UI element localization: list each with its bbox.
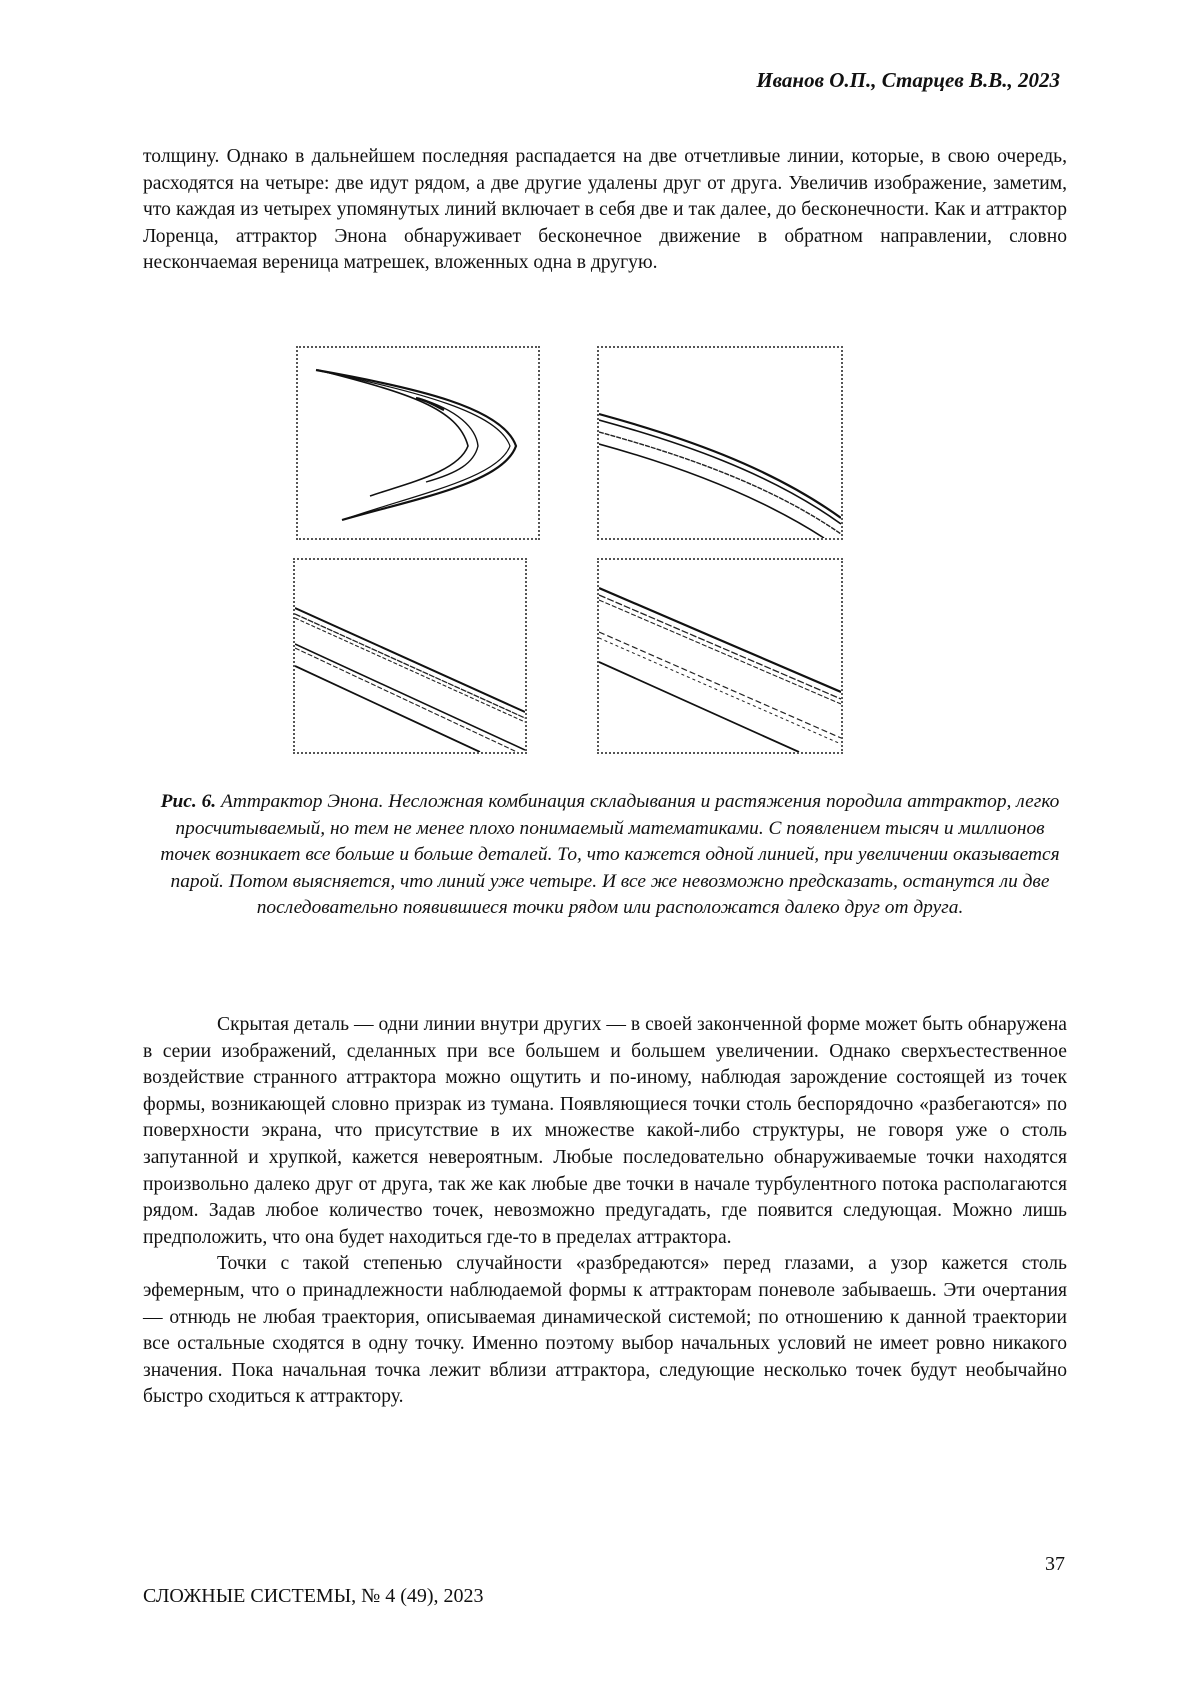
figure-caption (160, 789, 1060, 922)
attractor-line (599, 632, 841, 738)
attractor-line (295, 618, 525, 722)
body-text-top (143, 144, 1067, 277)
figure-henon-attractor (288, 342, 848, 756)
henon-full-plot (298, 348, 538, 538)
paragraph: Скрытая деталь — одни линии внутри других — в своей законченной форме может быть обнаружена в серии изображений, сделанных при все большем и большем увеличении. Однако сверхъестественное воздействие странного аттрактора можно ощутить и по-иному, наблюдая зарождение состоящей из точек формы, возникающей словно призрак из тумана. Появляющиеся точки столь беспорядочно «разбегаются» по поверхности экрана, что присутствие в их множестве какой-либо структуры, не говоря уже о столь запутанной и хрупкой, кажется невероятным. Любые последовательно обнаруживаемые точки находятся произвольно далеко друг от друга, так же как любые две точки в начале турбулентного потока располагаются рядом. Задав любое количество точек, невозможно предугадать, где появится следующая. Можно лишь предположить, что она будет находиться где-то в пределах аттрактора. (143, 1014, 1067, 1248)
figure-label: Рис. 6. (160, 791, 217, 812)
attractor-line (599, 432, 841, 534)
figure-panel-full (296, 346, 540, 540)
journal-footer: СЛОЖНЫЕ СИСТЕМЫ, № 4 (49), 2023 (143, 1585, 484, 1607)
attractor-line (599, 595, 841, 699)
paragraph: Точки с такой степенью случайности «разбредаются» перед глазами, а узор кажется столь эфемерным, что о принадлежности наблюдаемой формы к аттракторам поневоле забываешь. Эти очертания — отнюдь не любая траектория, описываемая динамической системой; по отношению к данной траектории все остальные сходятся в одну точку. Именно поэтому выбор начальных условий не имеет ровно никакого значения. Пока начальная точка лежит вблизи аттрактора, следующие несколько точек будут необычайно быстро сходиться к аттрактору. (143, 1253, 1067, 1408)
attractor-curve-inner-2 (418, 398, 478, 482)
attractor-curve-outer-2 (320, 371, 510, 518)
henon-zoom2-plot (295, 560, 525, 752)
figure-panel-zoom-3 (597, 558, 843, 754)
attractor-line (599, 638, 841, 744)
attractor-line (599, 444, 824, 538)
figure-panel-zoom-2 (293, 558, 527, 754)
page-number: 37 (1045, 1553, 1065, 1575)
henon-zoom3-plot (599, 560, 841, 752)
paragraph: толщину. Однако в дальнейшем последняя распадается на две отчетливые линии, которые, в свою очередь, расходятся на четыре: две идут рядом, а две другие удалены друг от друга. Увеличив изображение, заметим, что каждая из четырех упомянутых линий включает в себя две и так далее, до бесконечности. Как и аттрактор Лоренца, аттрактор Энона обнаруживает бесконечное движение в обратном направлении, словно нескончаемая вереница матрешек, вложенных одна в другую. (143, 146, 1067, 274)
henon-zoom1-plot (599, 348, 841, 538)
figure-panel-zoom-1 (597, 346, 843, 540)
attractor-line (599, 600, 841, 704)
body-text-bottom (143, 1012, 1067, 1411)
running-head: Иванов О.П., Старцев В.В., 2023 (756, 68, 1060, 92)
figure-caption-text: Аттрактор Энона. Несложная комбинация складывания и растяжения породила аттрактор, легко просчитываемый, но тем не менее плохо понимаемый математиками. С появлением тысяч и миллионов точек возникает все больше и больше деталей. То, что кажется одной линией, при увеличении оказывается парой. Потом выясняется, что линий уже четыре. И все же невозможно предсказать, останутся ли две последовательно появившиеся точки рядом или расположатся далеко друг от друга. (160, 791, 1060, 919)
attractor-curve-outer (316, 370, 516, 520)
attractor-curve-inner (318, 370, 468, 496)
attractor-fold-detail (416, 398, 444, 410)
attractor-line (599, 588, 841, 692)
